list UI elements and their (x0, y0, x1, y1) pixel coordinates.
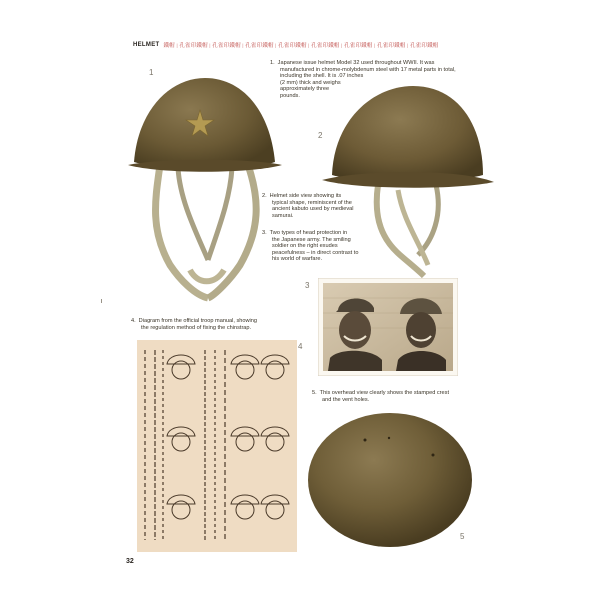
caption-3-line: Two types of head protection in (269, 230, 348, 236)
figure-number-4: 4 (298, 342, 303, 351)
helmet-overhead-photo (305, 410, 475, 550)
figure-number-5: 5 (460, 532, 465, 541)
running-header (133, 40, 493, 50)
troop-manual-diagram (137, 340, 297, 552)
caption-3-number: 3. (262, 230, 267, 236)
caption-3-line: his world of warfare. (272, 256, 323, 263)
caption-3-line: peacefulness – in direct contrast to (272, 249, 359, 256)
caption-3-line: the Japanese army. The smiling (272, 236, 351, 243)
caption-1 (270, 60, 480, 100)
caption-1-line: pounds. (280, 92, 300, 99)
soldiers-photo (318, 278, 458, 376)
header-pattern: 鐵帽 | 孔雀印鐵帽 | 孔雀印鐵帽 | 孔雀印鐵帽 | 孔雀印鐵帽 | 孔雀印鐵帽 | 孔雀印鐵帽 | 孔雀印鐵帽 | 孔雀印鐵帽 (163, 43, 439, 49)
figure-number-2: 2 (318, 131, 323, 140)
caption-1-line: manufactured in chrome-molybdenum steel with 17 metal parts in total, (280, 66, 456, 73)
caption-4-line: the regulation method of fixing the chinstrap. (141, 324, 252, 331)
figure-number-3: 3 (305, 281, 310, 290)
caption-3-line: soldier on the right exudes (272, 243, 338, 250)
caption-4-number: 4. (131, 318, 136, 324)
caption-2-line: samurai. (272, 212, 294, 219)
caption-5 (312, 390, 462, 403)
caption-1-line: approximately three (280, 86, 330, 93)
caption-2-line: ancient kabuto used by medieval (272, 206, 354, 213)
caption-1-line: Japanese issue helmet Model 32 used throughout WWII. It was (277, 60, 435, 66)
caption-2-line: typical shape, reminiscent of the (272, 199, 352, 206)
caption-2-number: 2. (262, 193, 267, 199)
caption-5-line: and the vent holes. (322, 396, 370, 403)
caption-1-line: including the shell. It is .07 inches (280, 73, 364, 80)
caption-4 (131, 318, 301, 331)
page-number: 32 (126, 558, 134, 565)
caption-5-line: This overhead view clearly shows the stamped crest (319, 390, 450, 396)
figure-number-1: 1 (149, 68, 154, 77)
caption-1-number: 1. (270, 60, 275, 66)
caption-1-line: (2 mm) thick and weighs (280, 79, 341, 86)
caption-5-number: 5. (312, 390, 317, 396)
caption-4-line: Diagram from the official troop manual, showing (138, 318, 258, 324)
caption-3 (262, 230, 382, 263)
header-title: HELMET (133, 42, 160, 48)
helmet-front-photo (120, 70, 290, 310)
caption-2 (262, 193, 372, 219)
caption-2-line: Helmet side view showing its (269, 193, 342, 199)
page-margin-mark (101, 299, 102, 303)
